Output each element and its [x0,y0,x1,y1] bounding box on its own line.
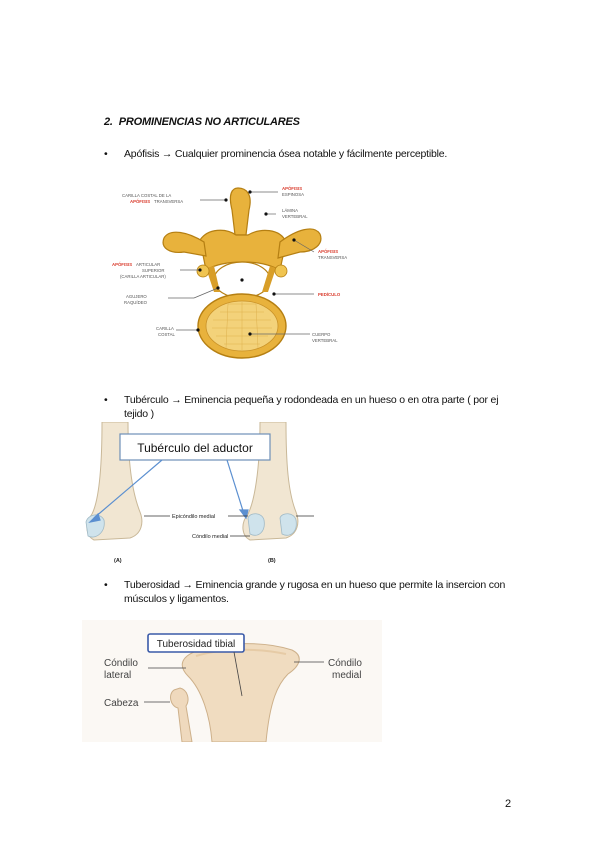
articular-facet-right [275,265,287,277]
cartilage-b-right [280,514,296,536]
tibia-figure [82,620,382,742]
label-carilla-costal-a: CARILLA [156,326,174,331]
adductor-title: Tubérculo del aductor [137,441,253,455]
label-apofisis-articular-1: APÓFISIS [112,262,133,267]
vertebra-figure [108,180,373,360]
label-carilla-costal-1: CARILLA COSTAL DE LA [122,193,172,198]
section-heading [104,116,300,128]
label-carilla-costal-transversa: TRANSVERSA [154,199,184,204]
transverse-process-left [163,232,206,256]
tuberosity-title: Tuberosidad tibial [156,639,236,650]
section-number: 2. [104,116,113,128]
bullet-text: Apófisis → Cualquier prominencia ósea notable y fácilmente perceptible. [124,148,448,160]
condilo-lateral-1: Cóndilo [104,658,138,669]
condilo-lateral-2: lateral [104,670,132,681]
spinous-process [230,188,250,235]
bullet-dot: • [104,579,108,591]
condilo-label: Cóndilo medial [192,534,229,540]
panel-a-label: (A) [114,558,122,564]
arrow-b [227,460,244,514]
label-apofisis-articular-2: ARTICULAR [136,262,161,267]
label-carilla-costal-3: APÓFISIS [130,199,151,204]
label-cuerpo-2: VERTEBRAL [312,338,338,343]
bullet-dot: • [104,394,108,406]
label-pediculo: PEDÍCULO [318,292,341,297]
tibia-illustration [82,620,382,742]
label-cuerpo-1: CUERPO [312,332,331,337]
label-apofisis-espinosa-2: ESPINOSA [282,192,304,197]
label-apofisis-articular-3: SUPERIOR [142,268,165,273]
label-lamina-2: VERTEBRAL [282,214,308,219]
bullet-text: Tubérculo → Eminencia pequeña y rodondeada en un hueso o en otra parte ( por ej tejido ) [124,394,499,420]
label-apofisis-transversa-2: TRANSVERSA [318,255,348,260]
section-title: PROMINENCIAS NO ARTICULARES [118,116,300,128]
bullet-text: Tuberosidad → Eminencia grande y rugosa en un hueso que permite la insercion con músculos y ligamentos. [124,579,506,605]
femur-figure [82,422,317,572]
label-apofisis-articular-4: (CARILLA ARTICULAR) [120,274,166,279]
vertebra-illustration [108,180,373,360]
epicondilo-label: Epicóndilo medial [172,514,216,520]
panel-b-label: (B) [268,558,276,564]
label-apofisis-espinosa-1: APÓFISIS [282,186,303,191]
arrowhead-b [240,510,248,518]
femur-illustration [82,422,317,572]
label-agujero-2: RAQUÍDEO [124,300,147,305]
label-lamina-1: LÁMINA [282,208,298,213]
condilo-medial-2: medial [332,670,362,681]
label-apofisis-transversa-1: APÓFISIS [318,249,339,254]
label-carilla-costal-b: COSTAL [158,332,175,337]
condilo-medial-1: Cóndilo [328,658,362,669]
cartilage-b-left [248,514,264,536]
cabeza-label: Cabeza [104,698,139,709]
page-number: 2 [505,798,512,810]
bullet-dot: • [104,148,108,160]
label-agujero-1: AGUJERO [126,294,147,299]
